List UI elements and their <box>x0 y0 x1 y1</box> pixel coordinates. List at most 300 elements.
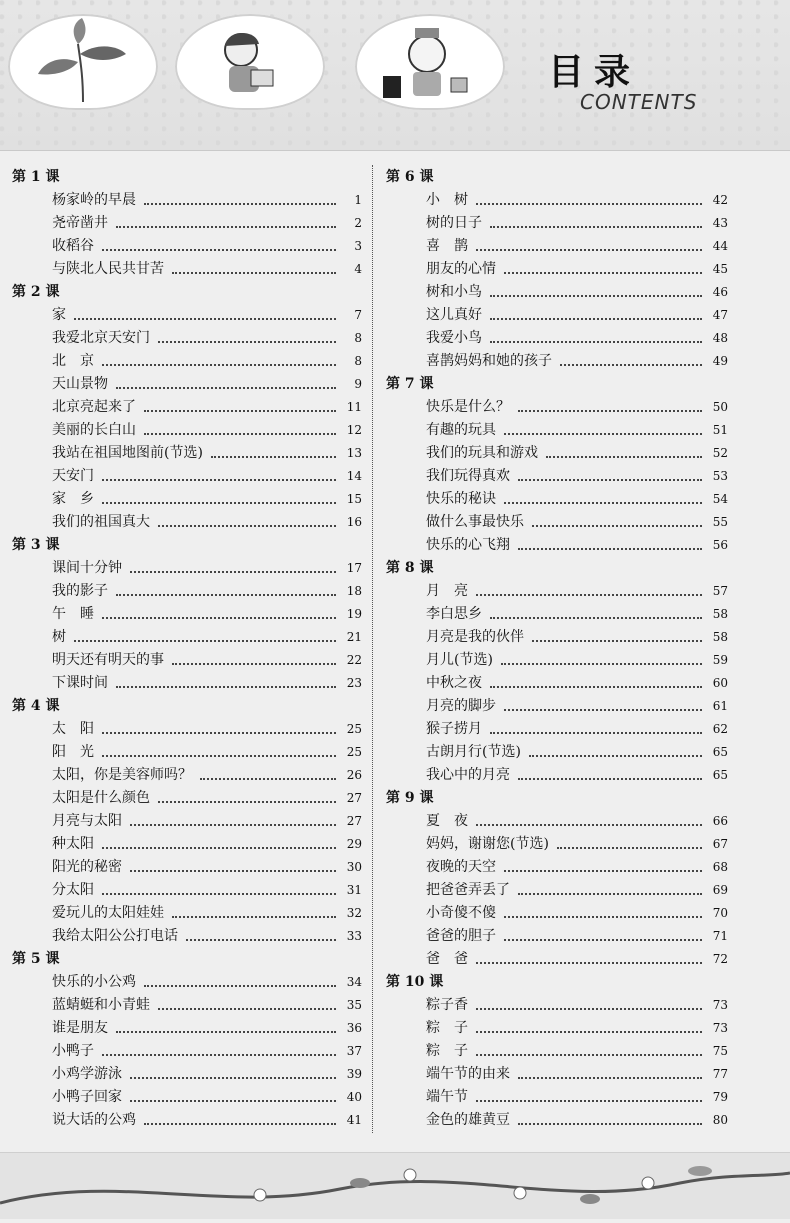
dot-leader <box>74 318 336 320</box>
dot-leader <box>518 479 702 481</box>
dot-leader <box>518 1123 702 1125</box>
entry-page-number: 16 <box>346 515 362 529</box>
entry-page-number: 58 <box>712 607 728 621</box>
toc-entry <box>386 695 728 718</box>
entry-page-number: 50 <box>712 400 728 414</box>
entry-title: 阳 光 <box>52 744 94 760</box>
toc-entry <box>12 258 362 281</box>
entry-page-number: 46 <box>712 285 728 299</box>
toc-entry <box>12 787 362 810</box>
entry-title: 我们玩得真欢 <box>426 468 510 484</box>
column-divider <box>372 165 373 1133</box>
entry-page-number: 66 <box>712 814 728 828</box>
toc-entry <box>386 258 728 281</box>
entry-title: 天山景物 <box>52 376 108 392</box>
dot-leader <box>74 640 336 642</box>
dot-leader <box>476 962 702 964</box>
entry-title: 我的影子 <box>52 583 108 599</box>
entry-page-number: 49 <box>712 354 728 368</box>
entry-page-number: 73 <box>712 998 728 1012</box>
dot-leader <box>130 1100 336 1102</box>
entry-title: 美丽的长白山 <box>52 422 136 438</box>
toc-entry <box>12 810 362 833</box>
dot-leader <box>144 985 336 987</box>
dot-leader <box>116 387 336 389</box>
entry-title: 北京亮起来了 <box>52 399 136 415</box>
toc-entry <box>12 856 362 879</box>
entry-page-number: 35 <box>346 998 362 1012</box>
lesson-heading: 第 4 课 <box>12 698 60 714</box>
dot-leader <box>490 341 702 343</box>
entry-page-number: 37 <box>346 1044 362 1058</box>
entry-title: 喜 鹊 <box>426 238 468 254</box>
entry-page-number: 11 <box>346 400 362 414</box>
toc-entry <box>386 419 728 442</box>
dot-leader <box>102 1054 336 1056</box>
entry-page-number: 1 <box>354 193 362 207</box>
toc-entry <box>12 971 362 994</box>
entry-page-number: 43 <box>712 216 728 230</box>
entry-title: 树 <box>52 629 66 645</box>
dot-leader <box>186 939 336 941</box>
lesson-heading: 第 2 课 <box>12 284 60 300</box>
entry-page-number: 29 <box>346 837 362 851</box>
entry-page-number: 32 <box>346 906 362 920</box>
entry-title: 中秋之夜 <box>426 675 482 691</box>
entry-page-number: 34 <box>346 975 362 989</box>
entry-title: 太阳，你是美容师吗？ <box>52 767 192 783</box>
dot-leader <box>476 594 702 596</box>
toc-entry <box>386 189 728 212</box>
entry-title: 月亮的脚步 <box>426 698 496 714</box>
entry-page-number: 30 <box>346 860 362 874</box>
entry-page-number: 60 <box>712 676 728 690</box>
toc-entry <box>386 534 728 557</box>
entry-title: 谁是朋友 <box>52 1020 108 1036</box>
reading-child-illustration <box>175 14 325 110</box>
toc-entry <box>386 580 728 603</box>
page-subtitle: CONTENTS <box>580 90 698 114</box>
dot-leader <box>172 916 336 918</box>
entry-page-number: 70 <box>712 906 728 920</box>
toc-entry <box>12 1109 362 1132</box>
dot-leader <box>504 502 702 504</box>
toc-entry <box>12 488 362 511</box>
entry-title: 端午节 <box>426 1089 468 1105</box>
lesson-heading: 第 5 课 <box>12 951 60 967</box>
toc-entry <box>386 810 728 833</box>
entry-title: 明天还有明天的事 <box>52 652 164 668</box>
entry-page-number: 25 <box>346 722 362 736</box>
entry-page-number: 62 <box>712 722 728 736</box>
entry-title: 粽 子 <box>426 1043 468 1059</box>
entry-title: 太阳是什么颜色 <box>52 790 150 806</box>
entry-title: 小鸭子 <box>52 1043 94 1059</box>
entry-title: 北 京 <box>52 353 94 369</box>
entry-page-number: 9 <box>354 377 362 391</box>
toc-entry <box>12 1063 362 1086</box>
entry-title: 朋友的心情 <box>426 261 496 277</box>
dot-leader <box>546 456 702 458</box>
entry-page-number: 59 <box>712 653 728 667</box>
entry-title: 下课时间 <box>52 675 108 691</box>
entry-title: 我爱小鸟 <box>426 330 482 346</box>
toc-entry <box>12 212 362 235</box>
toc-entry <box>386 442 728 465</box>
entry-page-number: 18 <box>346 584 362 598</box>
dot-leader <box>490 617 702 619</box>
entry-title: 李白思乡 <box>426 606 482 622</box>
toc-entry <box>386 350 728 373</box>
lesson-heading: 第 7 课 <box>386 376 434 392</box>
entry-title: 爸爸的胆子 <box>426 928 496 944</box>
toc-entry <box>12 1040 362 1063</box>
entry-title: 小鸡学游泳 <box>52 1066 122 1082</box>
entry-title: 猴子捞月 <box>426 721 482 737</box>
toc-entry <box>12 649 362 672</box>
entry-title: 天安门 <box>52 468 94 484</box>
entry-title: 这儿真好 <box>426 307 482 323</box>
entry-page-number: 8 <box>354 331 362 345</box>
toc-entry <box>12 304 362 327</box>
toc-entry <box>386 626 728 649</box>
toc-entry <box>12 879 362 902</box>
entry-page-number: 65 <box>712 745 728 759</box>
entry-title: 说大话的公鸡 <box>52 1112 136 1128</box>
entry-page-number: 57 <box>712 584 728 598</box>
dot-leader <box>172 272 336 274</box>
toc-entry <box>386 925 728 948</box>
entry-title: 尧帝凿井 <box>52 215 108 231</box>
dot-leader <box>144 433 336 435</box>
entry-title: 家 <box>52 307 66 323</box>
dot-leader <box>518 410 702 412</box>
dot-leader <box>529 755 702 757</box>
toc-entry <box>386 741 728 764</box>
dot-leader <box>144 410 336 412</box>
toc-entry <box>386 304 728 327</box>
dot-leader <box>200 778 336 780</box>
dot-leader <box>476 249 702 251</box>
entry-page-number: 53 <box>712 469 728 483</box>
toc-entry <box>386 902 728 925</box>
entry-page-number: 72 <box>712 952 728 966</box>
entry-page-number: 41 <box>346 1113 362 1127</box>
entry-page-number: 26 <box>346 768 362 782</box>
entry-title: 午 睡 <box>52 606 94 622</box>
toc-entry <box>386 327 728 350</box>
entry-title: 家 乡 <box>52 491 94 507</box>
entry-page-number: 3 <box>354 239 362 253</box>
dot-leader <box>211 456 336 458</box>
dot-leader <box>158 801 336 803</box>
entry-title: 夏 夜 <box>426 813 468 829</box>
dot-leader <box>144 203 336 205</box>
toc-entry <box>12 419 362 442</box>
entry-title: 粽 子 <box>426 1020 468 1036</box>
toc-entry <box>12 902 362 925</box>
entry-title: 种太阳 <box>52 836 94 852</box>
entry-title: 阳光的秘密 <box>52 859 122 875</box>
dot-leader <box>476 203 702 205</box>
entry-title: 我爱北京天安门 <box>52 330 150 346</box>
entry-page-number: 45 <box>712 262 728 276</box>
entry-title: 月亮与太阳 <box>52 813 122 829</box>
entry-title: 夜晚的天空 <box>426 859 496 875</box>
toc-entry <box>386 1017 728 1040</box>
entry-page-number: 52 <box>712 446 728 460</box>
entry-page-number: 31 <box>346 883 362 897</box>
entry-title: 我站在祖国地图前(节选) <box>52 445 203 461</box>
dot-leader <box>518 778 702 780</box>
toc-entry <box>12 327 362 350</box>
dot-leader <box>557 847 702 849</box>
toc-entry <box>12 1017 362 1040</box>
entry-title: 端午节的由来 <box>426 1066 510 1082</box>
toc-entry <box>386 833 728 856</box>
dot-leader <box>490 686 702 688</box>
entry-title: 粽子香 <box>426 997 468 1013</box>
toc-entry <box>12 235 362 258</box>
entry-page-number: 44 <box>712 239 728 253</box>
entry-page-number: 69 <box>712 883 728 897</box>
dot-leader <box>518 1077 702 1079</box>
entry-page-number: 19 <box>346 607 362 621</box>
dot-leader <box>518 893 702 895</box>
entry-title: 月儿(节选) <box>426 652 493 668</box>
dot-leader <box>102 479 336 481</box>
entry-page-number: 12 <box>346 423 362 437</box>
toc-entry <box>12 511 362 534</box>
toc-entry <box>12 580 362 603</box>
entry-title: 太 阳 <box>52 721 94 737</box>
toc-entry <box>386 1109 728 1132</box>
entry-title: 爱玩儿的太阳娃娃 <box>52 905 164 921</box>
dot-leader <box>116 594 336 596</box>
dot-leader <box>144 1123 336 1125</box>
dot-leader <box>158 525 336 527</box>
entry-title: 树和小鸟 <box>426 284 482 300</box>
toc-entry <box>12 741 362 764</box>
entry-title: 有趣的玩具 <box>426 422 496 438</box>
entry-title: 我心中的月亮 <box>426 767 510 783</box>
toc-entry <box>12 672 362 695</box>
dot-leader <box>476 1008 702 1010</box>
toc-entry <box>386 1063 728 1086</box>
entry-title: 与陕北人民共甘苦 <box>52 261 164 277</box>
lesson-heading: 第 8 课 <box>386 560 434 576</box>
dot-leader <box>490 732 702 734</box>
decorative-vine-footer <box>0 1152 790 1219</box>
entry-title: 快乐是什么？ <box>426 399 510 415</box>
entry-page-number: 61 <box>712 699 728 713</box>
character-illustration <box>355 14 505 110</box>
entry-page-number: 54 <box>712 492 728 506</box>
entry-page-number: 2 <box>354 216 362 230</box>
entry-title: 快乐的小公鸡 <box>52 974 136 990</box>
lesson-heading: 第 10 课 <box>386 974 444 990</box>
entry-page-number: 58 <box>712 630 728 644</box>
toc-entry <box>12 603 362 626</box>
toc-entry <box>386 603 728 626</box>
dot-leader <box>504 916 702 918</box>
dot-leader <box>490 318 702 320</box>
toc-entry <box>12 718 362 741</box>
toc-entry <box>12 1086 362 1109</box>
dot-leader <box>490 295 702 297</box>
toc-entry <box>386 465 728 488</box>
entry-title: 爸 爸 <box>426 951 468 967</box>
toc-entry <box>386 948 728 971</box>
toc-entry <box>12 557 362 580</box>
entry-title: 把爸爸弄丢了 <box>426 882 510 898</box>
dot-leader <box>116 1031 336 1033</box>
entry-page-number: 75 <box>712 1044 728 1058</box>
lesson-heading: 第 9 课 <box>386 790 434 806</box>
dot-leader <box>172 663 336 665</box>
toc-entry <box>386 235 728 258</box>
toc-entry <box>12 373 362 396</box>
entry-page-number: 8 <box>354 354 362 368</box>
entry-title: 古朗月行(节选) <box>426 744 521 760</box>
toc-entry <box>12 833 362 856</box>
dot-leader <box>102 364 336 366</box>
toc-entry <box>12 189 362 212</box>
entry-page-number: 33 <box>346 929 362 943</box>
dot-leader <box>504 939 702 941</box>
entry-title: 杨家岭的早晨 <box>52 192 136 208</box>
toc-entry <box>12 764 362 787</box>
dot-leader <box>504 709 702 711</box>
entry-page-number: 13 <box>346 446 362 460</box>
toc-entry <box>386 672 728 695</box>
dot-leader <box>518 548 702 550</box>
lesson-heading: 第 1 课 <box>12 169 60 185</box>
entry-title: 分太阳 <box>52 882 94 898</box>
entry-title: 金色的雄黄豆 <box>426 1112 510 1128</box>
entry-title: 妈妈，谢谢您(节选) <box>426 836 549 852</box>
entry-page-number: 55 <box>712 515 728 529</box>
dot-leader <box>560 364 702 366</box>
entry-page-number: 51 <box>712 423 728 437</box>
entry-title: 快乐的心飞翔 <box>426 537 510 553</box>
entry-title: 小 树 <box>426 192 468 208</box>
toc-entry <box>12 626 362 649</box>
entry-page-number: 65 <box>712 768 728 782</box>
dot-leader <box>504 870 702 872</box>
entry-page-number: 56 <box>712 538 728 552</box>
entry-title: 做什么事最快乐 <box>426 514 524 530</box>
entry-page-number: 21 <box>346 630 362 644</box>
entry-title: 我给太阳公公打电话 <box>52 928 178 944</box>
entry-page-number: 47 <box>712 308 728 322</box>
entry-page-number: 73 <box>712 1021 728 1035</box>
entry-title: 树的日子 <box>426 215 482 231</box>
dot-leader <box>102 732 336 734</box>
entry-page-number: 39 <box>346 1067 362 1081</box>
dot-leader <box>102 893 336 895</box>
page-header <box>0 0 790 151</box>
entry-page-number: 25 <box>346 745 362 759</box>
dot-leader <box>102 249 336 251</box>
entry-page-number: 27 <box>346 814 362 828</box>
entry-page-number: 77 <box>712 1067 728 1081</box>
entry-title: 月亮是我的伙伴 <box>426 629 524 645</box>
toc-entry <box>386 994 728 1017</box>
dot-leader <box>476 1054 702 1056</box>
toc-left-column <box>12 166 362 1132</box>
entry-page-number: 48 <box>712 331 728 345</box>
toc-entry <box>386 396 728 419</box>
entry-page-number: 79 <box>712 1090 728 1104</box>
entry-title: 我们的祖国真大 <box>52 514 150 530</box>
entry-title: 小鸭子回家 <box>52 1089 122 1105</box>
entry-title: 我们的玩具和游戏 <box>426 445 538 461</box>
entry-title: 快乐的秘诀 <box>426 491 496 507</box>
entry-page-number: 71 <box>712 929 728 943</box>
toc-entry <box>386 212 728 235</box>
entry-page-number: 27 <box>346 791 362 805</box>
toc-entry <box>386 764 728 787</box>
entry-page-number: 67 <box>712 837 728 851</box>
toc-entry <box>12 350 362 373</box>
dot-leader <box>501 663 702 665</box>
toc-entry <box>12 396 362 419</box>
entry-page-number: 23 <box>346 676 362 690</box>
entry-title: 小奇傻不傻 <box>426 905 496 921</box>
toc-entry <box>386 1040 728 1063</box>
dot-leader <box>158 341 336 343</box>
entry-page-number: 14 <box>346 469 362 483</box>
dot-leader <box>116 686 336 688</box>
dot-leader <box>532 525 702 527</box>
dot-leader <box>102 617 336 619</box>
toc-entry <box>386 1086 728 1109</box>
entry-page-number: 7 <box>354 308 362 322</box>
entry-page-number: 40 <box>346 1090 362 1104</box>
toc-entry <box>386 649 728 672</box>
entry-title: 蓝蜻蜓和小青蛙 <box>52 997 150 1013</box>
dot-leader <box>130 571 336 573</box>
dot-leader <box>102 847 336 849</box>
dot-leader <box>476 1031 702 1033</box>
entry-title: 课间十分钟 <box>52 560 122 576</box>
entry-page-number: 22 <box>346 653 362 667</box>
dot-leader <box>102 502 336 504</box>
dot-leader <box>116 226 336 228</box>
dot-leader <box>476 824 702 826</box>
toc-entry <box>386 511 728 534</box>
entry-page-number: 4 <box>354 262 362 276</box>
page-title: 目录 <box>548 52 641 93</box>
dot-leader <box>158 1008 336 1010</box>
dot-leader <box>102 755 336 757</box>
dot-leader <box>130 824 336 826</box>
dot-leader <box>476 1100 702 1102</box>
toc-entry <box>386 488 728 511</box>
entry-title: 月 亮 <box>426 583 468 599</box>
toc-entry <box>386 879 728 902</box>
dot-leader <box>504 433 702 435</box>
entry-page-number: 68 <box>712 860 728 874</box>
toc-right-column <box>386 166 728 1132</box>
lesson-heading: 第 6 课 <box>386 169 434 185</box>
entry-page-number: 80 <box>712 1113 728 1127</box>
toc-entry <box>12 994 362 1017</box>
entry-title: 喜鹊妈妈和她的孩子 <box>426 353 552 369</box>
entry-title: 收稻谷 <box>52 238 94 254</box>
entry-page-number: 36 <box>346 1021 362 1035</box>
